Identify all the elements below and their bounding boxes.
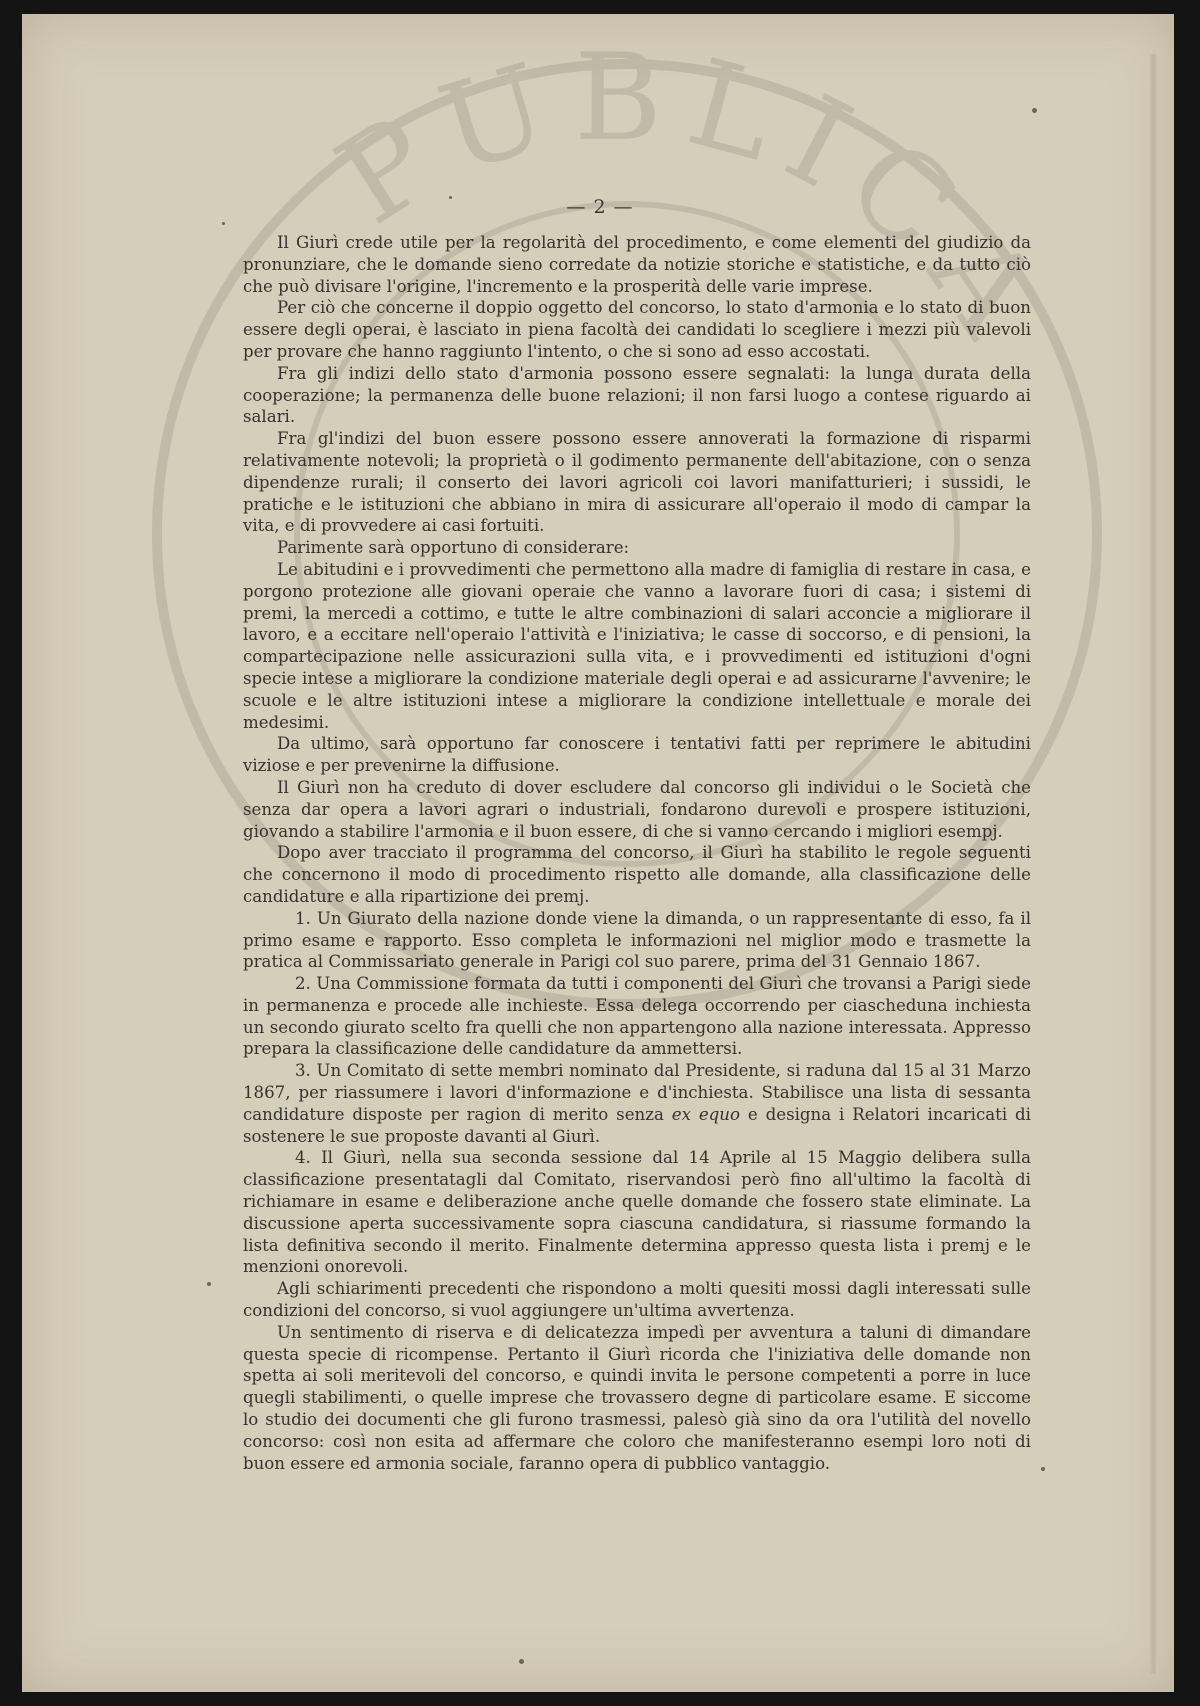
paragraph: Il Giurì crede utile per la regolarità del procedimento, e come elementi del giudizio da pronunziare, che le domande sieno corredate da notizie storiche e statistiche, e da tutto ciò che può divisare l'origine, l'incremento e la prosperità delle varie imprese.: [243, 233, 1031, 296]
rule-item: [243, 1060, 1031, 1147]
paragraph: Le abitudini e i provvedimenti che permettono alla madre di famiglia di restare in casa, e porgono protezione alle giovani operaie che vanno a lavorare fuori di casa; i sistemi di premi, la mercedi a cottimo, e tutte le altre combinazioni di salari acconcie a migliorare il lavoro, e a eccitare nell'operaio l'attività e l'iniziativa; le casse di soccorso, e di pensioni, la compartecipazione nelle assicurazioni sulla vita, e i provvedimenti ed istituzioni d'ogni specie intese a migliorare la condizione materiale degli operai e ad assicurarne l'avvenire; le scuole e le altre istituzioni intese a migliorare la condizione intellettuale e morale dei medesimi.: [243, 559, 1031, 732]
rule-item-text: e designa i Relatori incaricati di sostenere le sue proposte davanti al Giurì.: [243, 1104, 1031, 1146]
stamp-lettering: PUBLICA: [314, 34, 1077, 375]
paragraph: Un sentimento di riserva e di delicatezza impedì per avventura a taluni di dimandare questa specie di ricompense. Pertanto il Giurì ricorda che l'iniziativa delle domande non spetta ai soli meritevoli del concorso, e quindi invita le persone competenti a porre in luce quegli stabilimenti, o quelle imprese che trovassero degne di particolare esame. E siccome lo studio dei documenti che gli furono trasmessi, palesò già sino da ora l'utilità del novello concorso: così non esita ad affermare che coloro che manifesteranno esempi loro noti di buon essere ed armonia sociale, faranno opera di pubblico vantaggio.: [243, 1322, 1031, 1473]
paragraph: Fra gli indizi dello stato d'armonia possono essere segnalati: la lunga durata della cooperazione; la permanenza delle buone relazioni; il non farsi luogo a contese riguardo ai salari.: [243, 363, 1031, 427]
paragraph: Da ultimo, sarà opportuno far conoscere i tentativi fatti per reprimere le abitudini viziose e per prevenirne la diffusione.: [243, 734, 1031, 776]
paper-speck: [1032, 108, 1037, 113]
paper-speck: [519, 1659, 524, 1664]
rule-item: 4. Il Giurì, nella sua seconda sessione dal 14 Aprile al 15 Maggio delibera sulla classificazione presentatagli dal Comitato, riservandosi però fino all'ultimo la facoltà di richiamare in esame e deliberazione anche quelle domande che fossero state eliminate. La discussione aperta successivamente sopra ciascuna candidatura, si riassume formando la lista definitiva secondo il merito. Finalmente determina appresso questa lista i premj e le menzioni onorevoli.: [243, 1148, 1031, 1277]
rule-item: 1. Un Giurato della nazione donde viene la dimanda, o un rappresentante di esso, fa il primo esame e rapporto. Esso completa le informazioni nel miglior modo e trasmette la pratica al Commissariato generale in Parigi col suo parere, prima del 31 Gennaio 1867.: [243, 908, 1031, 972]
paragraph: Fra gl'indizi del buon essere possono essere annoverati la formazione di risparmi relativamente notevoli; la proprietà o il godimento permanente dell'abitazione, con o senza dipendenze rurali; il conserto dei lavori agricoli coi lavori manifatturieri; i sussidi, le pratiche e le istituzioni che abbiano in mira di assicurare all'operaio il modo di campar la vita, e di provvedere ai casi fortuiti.: [243, 429, 1031, 536]
document-body: [243, 232, 1031, 1474]
paper-speck: [207, 1282, 211, 1286]
italic-latin-phrase: ex equo: [671, 1104, 740, 1124]
paragraph: Agli schiarimenti precedenti che rispondono a molti quesiti mossi dagli interessati sulle condizioni del concorso, si vuol aggiungere un'ultima avvertenza.: [243, 1279, 1031, 1321]
paper-speck: [1041, 1467, 1045, 1471]
rule-item: 2. Una Commissione formata da tutti i componenti del Giurì che trovansi a Parigi siede in permanenza e procede alle inchieste. Essa delega occorrendo per ciascheduna inchiesta un secondo giurato scelto fra quelli che non appartengono alla nazione interessata. Appresso prepara la classificazione delle candidature da ammettersi.: [243, 974, 1031, 1059]
page-number: — 2 —: [566, 196, 634, 218]
paragraph: Dopo aver tracciato il programma del concorso, il Giurì ha stabilito le regole seguenti che concernono il modo di procedimento rispetto alle domande, alla classificazione delle candidature e alla ripartizione dei premj.: [243, 843, 1031, 906]
paragraph: Per ciò che concerne il doppio oggetto del concorso, lo stato d'armonia e lo stato di buon essere degli operai, è lasciato in piena facoltà dei candidati lo scegliere i mezzi più valevoli per provare che hanno raggiunto l'intento, o che si sono ad esso accostati.: [243, 298, 1031, 361]
rule-item-text: 3. Un Comitato di sette membri nominato dal Presidente, si raduna dal 15 al 31 Marzo 1867, per riassumere i lavori d'informazione e d'inchiesta. Stabilisce una lista di sessanta candidature disposte per ragion di merito senza: [243, 1061, 1031, 1124]
page-fold-edge: [1150, 54, 1158, 1674]
paper-speck: [222, 222, 225, 225]
paragraph: Il Giurì non ha creduto di dover escludere dal concorso gli individui o le Società che senza dar opera a lavori agrari o industriali, fondarono durevoli e prospere istituzioni, giovando a stabilire l'armonia e il buon essere, di che si vanno cercando i migliori esempj.: [243, 777, 1031, 841]
paragraph: Parimente sarà opportuno di considerare:: [277, 538, 630, 558]
